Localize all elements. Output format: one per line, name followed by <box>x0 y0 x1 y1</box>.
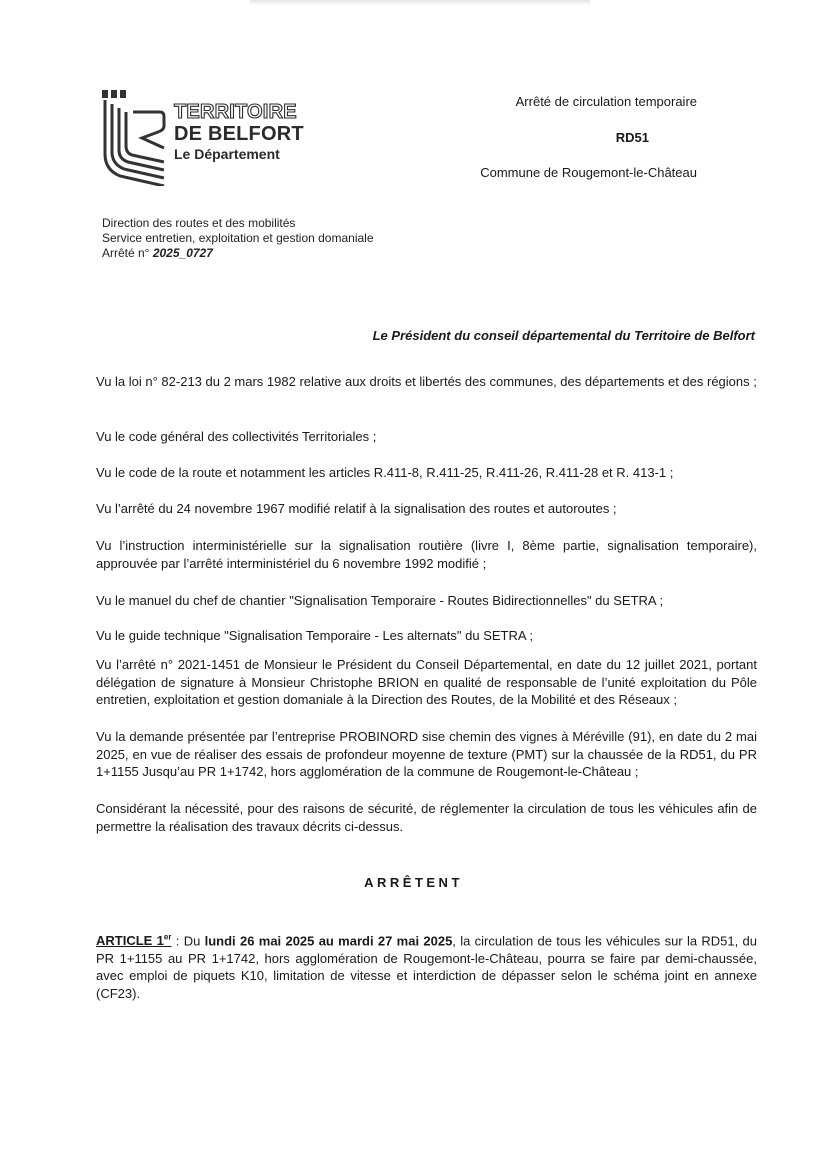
visa-paragraph: Vu l’arrêté du 24 novembre 1967 modifié relatif à la signalisation des routes et autoroutes ; <box>96 501 617 516</box>
visa-paragraph: Vu le code de la route et notamment les articles R.411-8, R.411-25, R.411-26, R.411-28 et R. 413-1 ; <box>96 465 674 480</box>
visa-paragraph: Vu l’instruction interministérielle sur la signalisation routière (livre I, 8ème partie, signalisation temporaire), approuvée par l’arrêté interministériel du 6 novembre 1992 modifié ; <box>96 538 757 571</box>
territoire-de-belfort-logo <box>102 90 312 186</box>
president-heading: Le Président du conseil départemental du Territoire de Belfort <box>372 328 755 343</box>
logo-subtitle: Le Département <box>174 146 280 162</box>
article-1 <box>96 929 757 1002</box>
arrete-reference <box>102 246 374 261</box>
logo-emblem-icon <box>102 90 168 186</box>
article-1-text-before: Du <box>183 933 205 949</box>
visa-paragraph: Vu l’arrêté n° 2021-1451 de Monsieur le Président du Conseil Départemental, en date du 12 juillet 2021, portant délégation de signature à Monsieur Christophe BRION en qualité de responsable de l’unité exploitation du Pôle entretien, exploitation et gestion domaniale à la Direction des Routes, de la Mobilité et des Réseaux ; <box>96 657 757 707</box>
article-1-label-main: ARTICLE 1 <box>96 933 164 949</box>
logo-title-line2: DE BELFORT <box>174 123 304 145</box>
service-block <box>102 216 374 261</box>
article-1-label-sup: er <box>163 933 172 942</box>
document-type: Arrêté de circulation temporaire <box>515 94 697 109</box>
article-1-dates: lundi 26 mai 2025 au mardi 27 mai 2025 <box>204 933 453 949</box>
arrete-label: Arrêté n° <box>102 246 153 260</box>
article-1-text: , la circulation de tous les véhicules sur la RD51, du PR 1+1155 au PR 1+1742, hors agglomération de Rougemont-le-Château, pourra se faire par demi-chaussée, avec emploi de piquets K10, limitation de vitesse et interdiction de dépasser selon le schéma joint en annexe (CF23). <box>96 933 757 1001</box>
commune-name: Commune de Rougemont-le-Château <box>480 165 697 180</box>
arrete-number: 2025_0727 <box>152 246 213 260</box>
article-1-separator: : <box>171 933 184 949</box>
visa-paragraph: Vu la demande présentée par l’entreprise PROBINORD sise chemin des vignes à Méréville (91), en date du 2 mai 2025, en vue de réaliser des essais de profondeur moyenne de texture (PMT) sur la chaussée de la RD51, du PR 1+1155 Jusqu’au PR 1+1742, hors agglomération de la commune de Rougemont-le-Château ; <box>96 729 757 779</box>
visa-paragraph: Vu la loi n° 82-213 du 2 mars 1982 relative aux droits et libertés des communes, des départements et des régions ; <box>96 374 757 389</box>
visa-paragraph: Vu le code général des collectivités Territoriales ; <box>96 429 377 444</box>
service-name: Service entretien, exploitation et gestion domaniale <box>102 231 374 245</box>
visa-paragraph: Vu le guide technique "Signalisation Temporaire - Les alternats" du SETRA ; <box>96 628 534 643</box>
road-reference: RD51 <box>615 130 649 145</box>
direction-name: Direction des routes et des mobilités <box>102 216 296 230</box>
visa-paragraph: Vu le manuel du chef de chantier "Signalisation Temporaire - Routes Bidirectionnelles" du SETRA ; <box>96 593 664 608</box>
scan-artifact <box>250 0 590 5</box>
logo-title-line1: TERRITOIRE <box>174 101 297 123</box>
considerant-paragraph: Considérant la nécessité, pour des raisons de sécurité, de réglementer la circulation de tous les véhicules afin de permettre la réalisation des travaux décrits ci-dessus. <box>96 801 757 834</box>
article-1-label <box>96 933 171 948</box>
arretent-heading: ARRÊTENT <box>364 875 463 890</box>
